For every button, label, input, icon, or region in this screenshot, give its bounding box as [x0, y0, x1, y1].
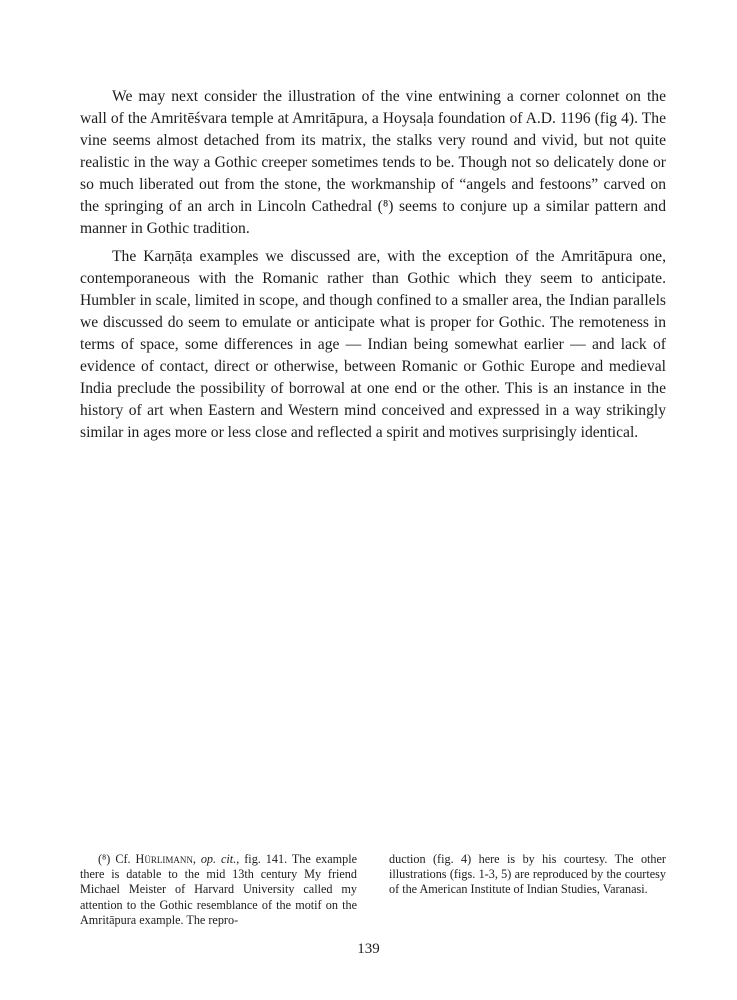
page-number: 139	[357, 941, 380, 957]
paragraph-vine-illustration: We may next consider the illustration of the vine entwining a corner colonnet on the wall of the Amritēśvara temple at Amritāpura, a Hoysaḷa foundation of A.D. 1196 (fig 4). The vine seems almost detached from its matrix, the stalks very round and vivid, but not quite realistic in the way a Gothic creeper sometimes tends to be. Though not so delicately done or so much liberated out from the stone, the workmanship of “angels and festoons” carved on the springing of an arch in Lincoln Cathedral (⁸) seems to conjure up a similar pattern and manner in Gothic tradition.	[80, 88, 666, 237]
body-text	[80, 86, 666, 450]
footnotes	[80, 852, 666, 928]
footnote-text-1: fig. 141. The example there is datable to the mid 13th century My friend Michael Meister of Harvard University called my attention to the Gothic resemblance of the motif on the Amritāpura example. The repro-	[80, 852, 358, 927]
footnote-citation: op. cit.,	[200, 852, 240, 866]
footnote-8-column-1	[80, 852, 357, 928]
footnote-prefix: Cf.	[115, 852, 131, 866]
footnote-author: Hürlimann,	[135, 852, 196, 866]
footnote-marker: (⁸)	[98, 852, 111, 866]
footnote-8-column-2: duction (fig. 4) here is by his courtesy. The other illustrations (figs. 1-3, 5) are reproduced by the courtesy of the American Institute of Indian Studies, Varanasi.	[389, 852, 666, 897]
paragraph-karnata-examples: The Karṇāṭa examples we discussed are, with the exception of the Amritāpura one, contemporaneous with the Romanic rather than Gothic which they seem to anticipate. Humbler in scale, limited in scope, and though confined to a smaller area, the Indian parallels we discussed do seem to emulate or anticipate what is proper for Gothic. The remoteness in terms of space, some differences in age — Indian being somewhat earlier — and lack of evidence of contact, direct or otherwise, between Romanic or Gothic Europe and medieval India preclude the possibility of borrowal at one end or the other. This is an instance in the history of art when Eastern and Western mind conceived and expressed in a way strikingly similar in ages more or less close and reflected a spirit and motives surprisingly identical.	[80, 248, 666, 441]
